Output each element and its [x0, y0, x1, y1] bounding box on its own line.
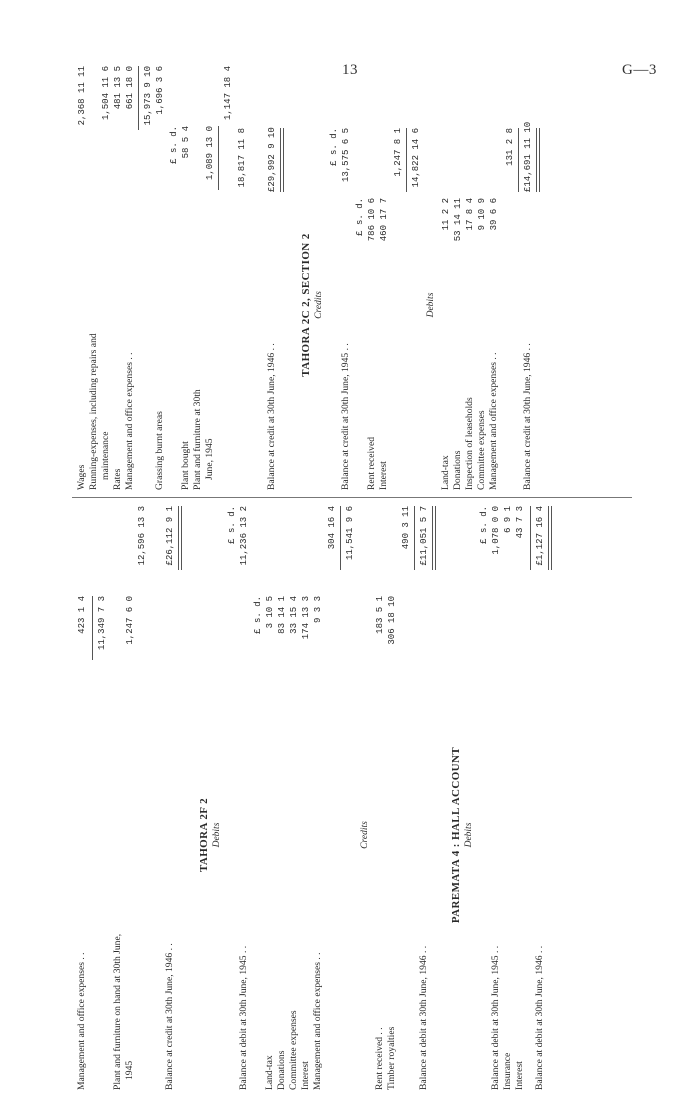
ledger-row: Land-tax 11 2 2 — [440, 198, 451, 490]
ledger-row: 490 3 11 — [401, 506, 411, 550]
ledger-row: Donations 53 14 11 — [452, 198, 463, 490]
ledger-row: Balance at credit at 30th June, 1946 . . £29,992 9 10 — [266, 127, 277, 490]
ledger-row: 14,822 14 6 — [411, 128, 421, 188]
ledger-row: Running-expenses, including repairs and — [88, 333, 99, 490]
currency-header: £ s. d. — [479, 506, 489, 544]
ledger-row: Management and office expenses . . 39 6 6 — [488, 198, 499, 490]
ledger-row: 304 16 4 — [327, 506, 337, 550]
section-title: PAREMATA 4 : HALL ACCOUNT — [450, 746, 462, 924]
ledger-row: Committee expenses 9 10 9 — [476, 198, 487, 490]
ledger-row: Balance at credit at 30th June, 1946 . . £26,112 9 1 — [164, 506, 175, 1090]
debits-heading: Debits — [212, 822, 222, 848]
ledger-row: Land-tax 3 10 5 — [264, 596, 275, 1090]
ledger-row: Balance at debit at 30th June, 1945 . . 1,078 0 0 — [490, 506, 501, 1090]
debits-heading: Debits — [426, 292, 436, 318]
ledger-row: 11,541 9 6 — [345, 506, 355, 561]
ledger-row: Management and office expenses . . 9 3 3 — [312, 596, 323, 1090]
debits-heading: Debits — [464, 822, 474, 848]
ledger-row: Rates 481 13 5 — [112, 66, 123, 490]
ledger-row: 1,147 18 4 — [223, 66, 233, 121]
currency-header: £ s. d. — [253, 596, 263, 634]
credits-heading: Credits — [314, 291, 324, 319]
credits-heading: Credits — [360, 821, 370, 849]
rotated-ledger — [72, 66, 632, 1090]
ledger-row: Interest 174 13 3 — [300, 596, 311, 1090]
ledger-row: Wages 2,368 11 11 — [76, 66, 87, 490]
currency-header: £ s. d. — [329, 128, 339, 166]
ledger-row: Balance at debit at 30th June, 1945 . . 11,236 13 2 — [238, 506, 249, 1090]
ledger-row: Balance at credit at 30th June, 1945 . . 13,575 6 5 — [340, 128, 351, 490]
ledger-row: 131 2 8 — [505, 128, 515, 166]
ledger-row: Management and office expenses . . 423 1 4 — [76, 596, 87, 1090]
ledger-row: Plant and furniture on hand at 30th June, — [112, 933, 123, 1090]
ledger-row: Interest 460 17 7 — [378, 198, 389, 490]
ledger-row: Balance at debit at 30th June, 1946 . . £1,127 16 4 — [534, 506, 545, 1090]
ledger-row: Rent received 786 10 6 — [366, 198, 377, 490]
ledger-row: June, 1945 1,089 13 0 — [204, 126, 215, 480]
ledger-row: Grassing burnt areas 1,696 3 6 — [154, 66, 165, 490]
ledger-row: Inspection of leaseholds 17 8 4 — [464, 198, 475, 490]
currency-header: £ s. d. — [169, 126, 179, 164]
page-number: 13 — [342, 62, 358, 78]
ledger-row: 1945 1,247 6 0 — [124, 596, 135, 1080]
section-title: TAHORA 2C 2, SECTION 2 — [300, 233, 312, 377]
currency-header: £ s. d. — [227, 506, 237, 544]
section-title: TAHORA 2F 2 — [198, 797, 210, 873]
ledger-row: Balance at credit at 30th June, 1946 . . £14,691 11 10 — [522, 121, 533, 490]
left-ledger-column — [72, 506, 632, 1090]
column-divider — [72, 497, 632, 498]
ledger-row: Management and office expenses . . 661 18 0 — [124, 66, 135, 490]
right-ledger-column — [72, 66, 632, 490]
ledger-row: 12,596 13 3 — [137, 506, 147, 566]
ledger-row: Insurance 6 9 1 — [502, 506, 513, 1090]
ledger-row: 15,973 9 10 — [143, 66, 153, 126]
page-reference: G—3 — [622, 62, 657, 78]
ledger-row: Plant bought 58 5 4 — [180, 126, 191, 490]
ledger-row: Plant and furniture at 30th — [192, 389, 203, 490]
ledger-row: 11,349 7 3 — [97, 596, 107, 651]
ledger-row: Interest 43 7 3 — [514, 506, 525, 1090]
ledger-row: Rent received . . 183 5 1 — [374, 596, 385, 1090]
ledger-row: Donations 83 14 1 — [276, 596, 287, 1090]
ledger-row: maintenance 1,504 11 6 — [100, 66, 111, 480]
currency-header: £ s. d. — [355, 198, 365, 236]
ledger-row: Balance at debit at 30th June, 1946 . . £11,051 5 7 — [418, 506, 429, 1090]
ledger-row: 18,817 11 8 — [237, 128, 247, 188]
ledger-row: 1,247 8 1 — [393, 128, 403, 177]
ledger-row: Committee expenses 33 15 4 — [288, 596, 299, 1090]
ledger-row: Timber royalties 306 18 10 — [386, 596, 397, 1090]
